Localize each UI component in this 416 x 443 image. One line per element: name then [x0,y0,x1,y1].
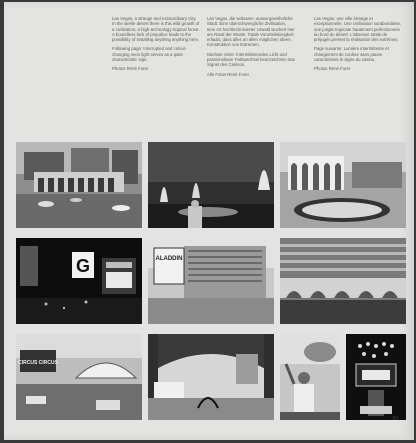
text-column-2 [207,16,295,81]
text-column-3 [314,16,402,76]
photo-casino-facade [280,238,406,324]
caption-paragraph: Page suivante: Lumière intermittente et changement de couleur sans pause caractérisent le signe du casino. [314,46,389,63]
photo-circus-sign [16,334,142,420]
photo-credit: Photos René Furer [314,66,351,72]
photo-arches-pool [280,142,406,228]
magazine-page [4,2,414,440]
text-column-1 [112,16,200,76]
intro-paragraph: Las Vegas, die seltsame, aussergewöhnliche Stadt. Eine überschwengliche Zivilisation, eine Art hochtechnisierter Urwald wuchert hier am Rand der Wüste. Totale Vorurteilslosigkeit erlaubt, dass alles an allen möglichen Ideen, Konstruktion von Extremen. [207,16,295,48]
caption-paragraph: Following page: Interrupted and colour-changing neon light serves as a quite characteristic sign. [112,46,187,63]
caption-paragraph: Nächste Seite: Intermittierendes Licht und passionsfaser Farbwechsel kennzeichnen das Signet des Casinos. [207,51,295,68]
photo-arch-street [148,334,274,420]
circus-sign: CIRCUS CIRCUS [18,360,58,366]
photo-neon-sign [346,334,406,420]
intro-paragraph: Las Vegas, une ville étrange et exceptionnelle. Une civilisation surabondante, une jungle tropicale hautement perfectionnée au bord du désert. L'absence totale de préjugés permet la réalisation des extrêmes. [314,16,402,43]
photo-hotel-arcade [16,142,142,228]
photo-credit: Photos René Furer [112,66,149,72]
photo-statues-pool [148,142,274,228]
svg-text:G: G [75,256,91,276]
page-number: 90 [392,416,398,422]
aladdin-sign: ALADDIN [155,256,183,262]
photo-credit: Alle Fotos René Furer [207,71,250,77]
intro-paragraph: Las Vegas, a strange and extraordinary City. In the sterile desert there is this wild growth of a civilization, a high-technology tropical forest. A boundless lack of prejudice leads to the possibility of installing anything anything here. [112,16,200,43]
photo-man-fountain [280,334,340,420]
photo-night-signs [16,238,142,324]
photo-aladdin-hotel [148,238,274,324]
